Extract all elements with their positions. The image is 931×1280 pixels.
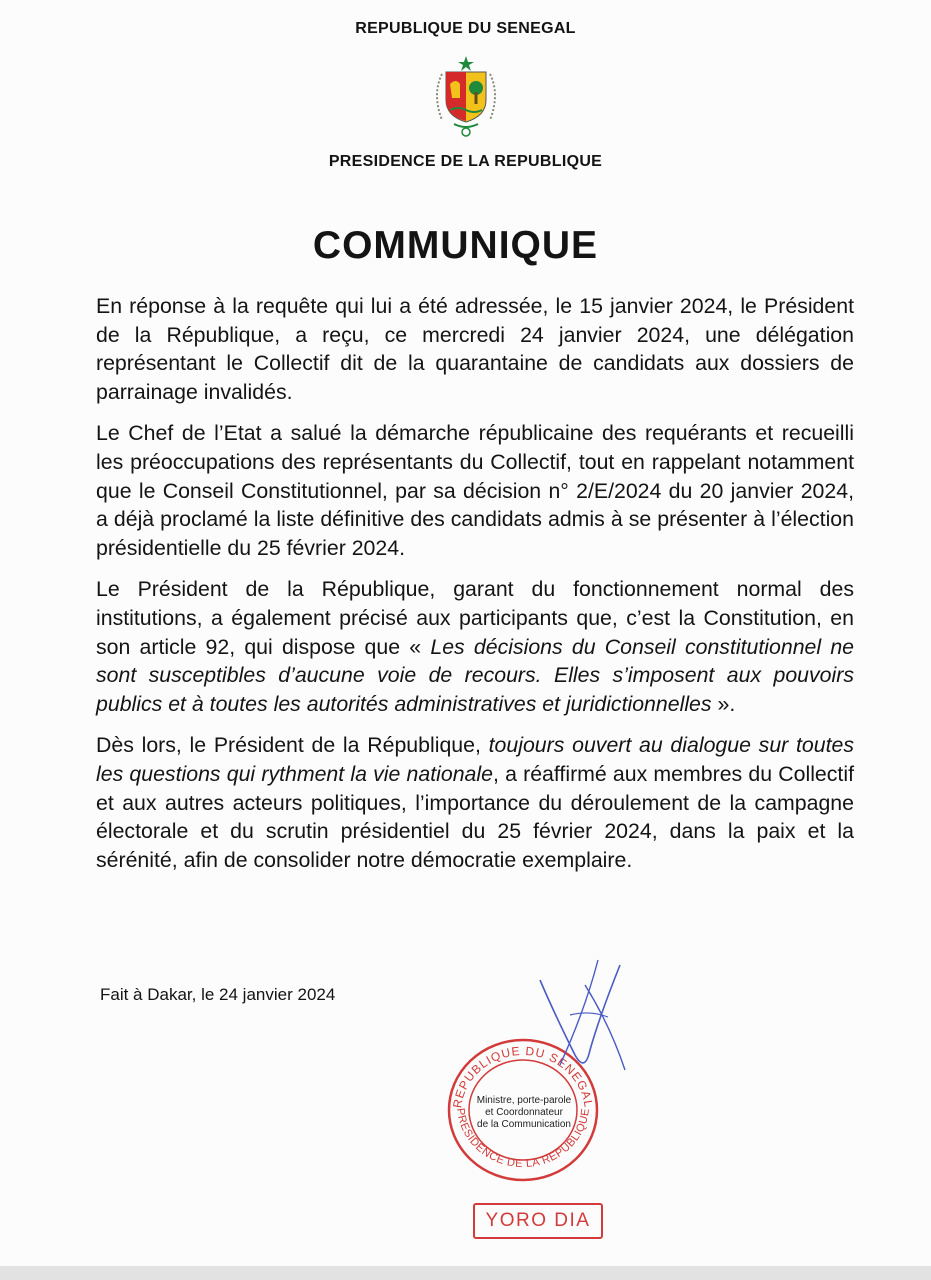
bottom-strip — [0, 1266, 931, 1280]
communique-body — [96, 292, 854, 887]
place-date: Fait à Dakar, le 24 janvier 2024 — [100, 985, 336, 1004]
paragraph-3-end: ». — [711, 691, 736, 716]
paragraph-4-italic: toujours ouvert au dialogue sur toutes les questions qui rythment la vie nationale — [96, 733, 854, 786]
senegal-coat-of-arms-icon — [428, 54, 504, 138]
paragraph-3-start: Le Président de la République, garant du fonctionnement normal des institutions, a également précisé aux participants que, c’est la Constitution, en son article 92, qui dispose que « — [96, 577, 854, 659]
paragraph-4 — [96, 731, 854, 874]
stamp-inner-text — [457, 1095, 591, 1131]
paragraph-3-quote: Les décisions du Conseil constitutionnel ne sont susceptibles d’aucune voie de recours. Elles s’imposent aux pouvoirs publics et à toutes les autorités administratives et juridictionnelles — [96, 634, 855, 716]
stamp-line-3: de la Communication — [477, 1119, 571, 1130]
header-country: REPUBLIQUE DU SENEGAL — [355, 20, 576, 37]
stamp-line-1: Ministre, porte-parole — [476, 1095, 572, 1106]
stamp-line-2: et Coordonnateur — [485, 1107, 563, 1118]
paragraph-2: Le Chef de l’Etat a salué la démarche républicaine des requérants et recueilli les préoccupations des représentants du Collectif, tout en rappelant notamment que le Conseil Constitutionnel, par sa décision n° 2/E/2024 du 20 janvier 2024, a déjà proclamé la liste définitive des candidats admis à se présenter à l’élection présidentielle du 25 février 2024. — [96, 421, 854, 560]
signature-icon — [530, 955, 640, 1085]
paragraph-4-start: Dès lors, le Président de la République, — [96, 733, 489, 758]
paragraph-4-end: , a réaffirmé aux membres du Collectif et aux autres acteurs politiques, l’importance du déroulement de la campagne électorale et du scrutin présidentiel du 25 février 2024, dans la paix et la sérénité, afin de consolider notre démocratie exemplaire. — [96, 761, 854, 872]
paragraph-3 — [96, 575, 854, 718]
signatory-name: YORO DIA — [473, 1203, 603, 1239]
stamp-ring-top: REPUBLIQUE DU SENEGAL — [450, 1043, 596, 1110]
paragraph-1: En réponse à la requête qui lui a été adressée, le 15 janvier 2024, le Président de la République, a reçu, ce mercredi 24 janvier 2024, une délégation représentant le Collectif dit de la quarantaine de candidats aux dossiers de parrainage invalidés. — [96, 294, 854, 404]
document-title: COMMUNIQUE — [312, 224, 599, 267]
stamp-ring-bottom: PRESIDENCE DE LA REPUBLIQUE — [454, 1107, 592, 1171]
header-presidency: PRESIDENCE DE LA REPUBLIQUE — [328, 153, 603, 170]
